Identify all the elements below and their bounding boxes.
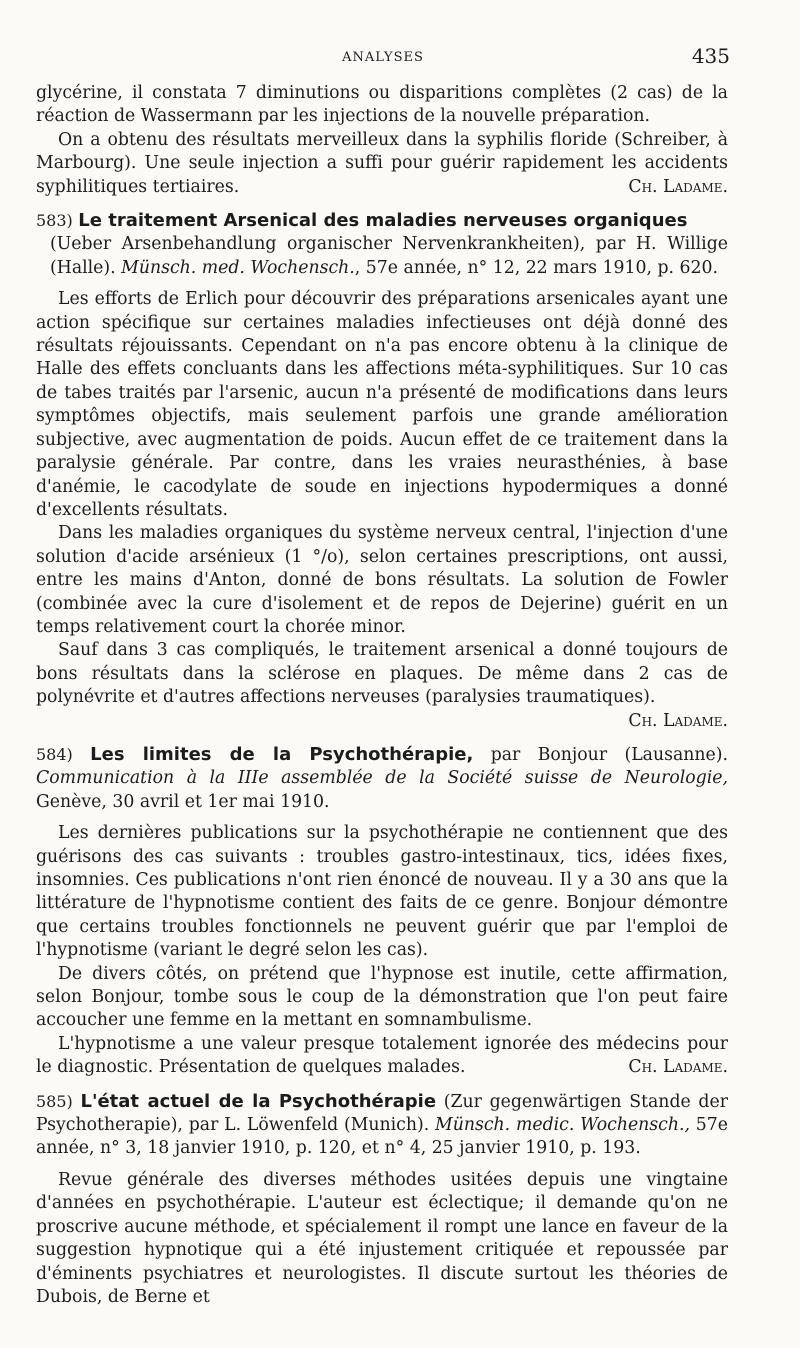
entry-583-heading [36,209,728,233]
entry-583-reference-tail: , 57e année, n° 12, 22 mars 1910, p. 620. [354,257,718,278]
entry-583-signature: Ch. Ladame. [628,710,728,731]
entry-585-reference-tail: 57e année, n° 3, 18 janvier 1910, p. 120, et n° 4, 25 janvier 1910, p. 193. [36,1115,728,1159]
entry-584-paragraph-3 [36,1033,728,1080]
entry-584-paragraph-1: Les dernières publications sur la psychothérapie ne contiennent que des guérisons des cas suivants : troubles gastro-intestinaux, tics, idées fixes, insomnies. Ces publications n'ont rien énoncé de nouveau. Il y a 30 ans que la littérature de l'hypnotisme contient des faits de ce genre. Bonjour démontre que certains troubles fonctionnels ne peuvent guérir que par l'emploi de l'hypnotisme (variant le degré selon les cas). [36,823,728,961]
entry-583-title: Le traitement Arsenical des maladies nerveuses organiques [78,210,688,232]
entry-583-paragraph-1: Les efforts de Erlich pour découvrir des préparations arsenicales ayant une action spécifique sur certaines maladies infectieuses ont déjà donné des résultats réjouissants. Cependant on n'a pas encore obtenu à la clinique de Halle des effets concluants dans les affections méta-syphilitiques. Sur 10 cas de tabes traités par l'arsenic, aucun n'a présenté de modifications dans leurs symptômes objectifs, mais seulement parfois une grande amélioration subjective, avec augmentation de poids. Aucun effet de ce traitement dans la paralysie générale. Par contre, dans les vraies neurasthénies, à base d'anémie, le cacodylate de soude en injections hypodermiques a donné d'excellents résultats. [36,289,728,520]
page-header [36,40,730,70]
entry-584-number: 584) [36,744,73,764]
entry-585-journal: Münsch. medic. Wochensch., [435,1115,690,1136]
entry-585 [36,1090,728,1310]
entry-585-number: 585) [36,1091,73,1111]
entry-584-paragraph-3-text: L'hypnotisme a une valeur presque totalement ignorée des médecins pour le diagnostic. Présentation de quelques malades. [36,1033,728,1078]
running-title: ANALYSES [342,50,424,65]
entry-584-journal: Communication à la IIIe assemblée de la Société suisse de Neurologie, [36,768,728,789]
entry-583-paragraph-3 [36,639,728,731]
entry-584-paragraph-2: De divers côtés, on prétend que l'hypnose est inutile, cette affirmation, selon Bonjour, tombe sous le coup de la démonstration que l'on peut faire accoucher une femme en la mettant en somnambulisme. [36,963,728,1031]
entry-584-heading [36,743,728,814]
entry-583-paragraph-2: Dans les maladies organiques du système nerveux central, l'injection d'une solution d'acide arsénieux (1 °/o), selon certaines prescriptions, ont aussi, entre les mains d'Anton, donné de bons résultats. La solution de Fowler (combinée avec la cure d'isolement et de repos de Dejerine) guérit en un temps relativement court la chorée minor. [36,523,728,637]
entry-583-paragraph-3-text: Sauf dans 3 cas compliqués, le traitement arsenical a donné toujours de bons résultats dans la sclérose en plaques. De même dans 2 cas de polynévrite et d'autres affections nerveuses (paralysies traumatiques). [36,640,728,708]
intro-paragraph-2-text: On a obtenu des résultats merveilleux dans la syphilis floride (Schreiber, à Marbourg). Une seule injection a suffi pour guérir rapidement les accidents syphilitiques tertiaires. [36,129,728,197]
entry-585-paragraph-1: Revue générale des diverses méthodes usitées depuis une vingtaine d'années en psychothérapie. L'auteur est éclectique; il demande qu'on ne proscrive aucune méthode, et spécialement il rompt une lance en faveur de la suggestion hypnotique qui a été injustement critiquée et repoussée par d'éminents psychiatres et neurologistes. Il discute surtout les théories de Dubois, de Berne et [36,1169,728,1307]
entry-584 [36,743,728,1080]
entry-583-number: 583) [36,211,73,231]
entry-583-reference [36,233,728,280]
entry-583-journal: Münsch. med. Wochensch. [121,257,355,278]
entry-584-reference-tail: Genève, 30 avril et 1er mai 1910. [36,791,330,812]
entry-583 [36,209,728,733]
intro-paragraph-1: glycérine, il constata 7 diminutions ou disparitions complètes (2 cas) de la réaction de Wassermann par les injections de la nouvelle préparation. [36,83,728,127]
page-body [36,82,728,1309]
intro-paragraph-2 [36,129,728,199]
entry-585-title: L'état actuel de la Psychothérapie [80,1090,437,1112]
entry-584-signature: Ch. Ladame. [628,1057,728,1078]
entry-584-reference-plain: par Bonjour (Lausanne). [490,744,729,765]
entry-585-heading [36,1090,728,1161]
entry-585-reference-plain: (Zur gegenwärtigen Stande der Psychotherapie), par L. Löwenfeld (Munich). [36,1091,728,1136]
page-number: 435 [691,44,730,68]
entry-584-title: Les limites de la Psychothérapie, [90,743,474,765]
intro-signature: Ch. Ladame. [628,176,728,197]
entry-583-reference-plain: (Ueber Arsenbehandlung organischer Nervenkrankheiten), par H. Willige (Halle). [50,234,728,278]
